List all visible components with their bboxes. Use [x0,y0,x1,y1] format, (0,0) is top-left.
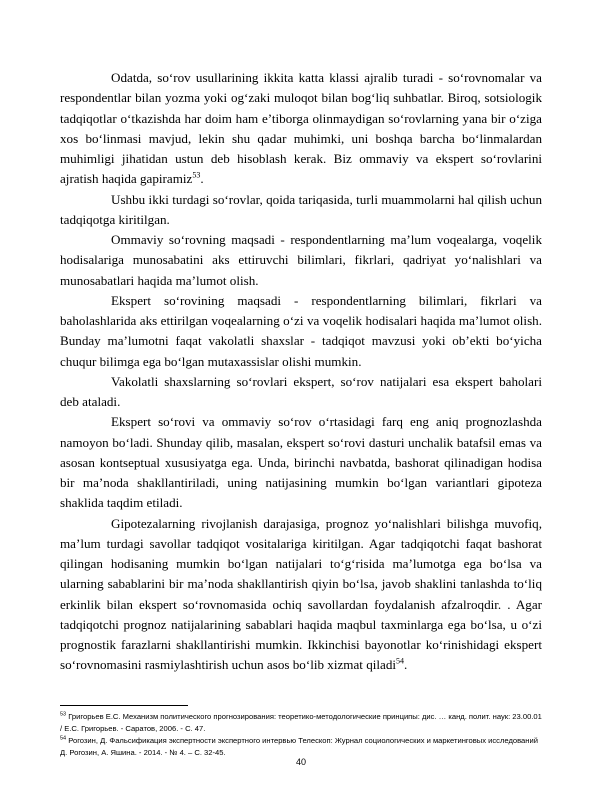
footnotes [60,711,544,759]
paragraph-text: Vakolatli shaxslarning so‘rovlari ekspert, so‘rov natijalari esa ekspert baholari deb ataladi. [60,373,542,409]
paragraph-text: Ushbu ikki turdagi so‘rovlar, qoida tariqasida, turli muammolarni hal qilish uchun tadqiqotga kiritilgan. [60,191,542,227]
paragraph-6 [60,412,542,513]
paragraph-5 [60,372,542,413]
footnote-number: 54 [60,735,67,742]
page-number: 40 [295,757,306,767]
footnote-number: 53 [60,711,67,718]
paragraph-text: Gipotezalarning rivojlanish darajasiga, prognoz yo‘nalishlari bilishga muvofiq, ma’lum turdagi savollar tadqiqot vositalariga kiritilgan. Agar tadqiqotchi faqat bashorat qilingan hodisaning mumkin bo‘lgan natijalari to‘g‘risida ma’lumotga ega bo‘lsa va ularning sabablarini bir ma’noda shakllantirish qiyin bo‘lsa, javob shaklini tanlashda to‘liq erkinlik bilan ekspert so‘rovnomasida ochiq savollardan foydalanish afzalroqdir. . Agar tadqiqotchi prognoz natijalarining sabablari haqida maqbul taxminlarga ega bo‘lsa, u o‘zi prognostik farazlarni shakllantirishi mumkin. Ikkinchisi bayonotlar ko‘rinishidagi ekspert so‘rovnomasini rasmiylashtirish uchun asos bo‘lib xizmat qiladi [60,515,542,673]
paragraph-4 [60,291,542,372]
paragraph-text: Ommaviy so‘rovning maqsadi - respondentlarning ma’lum voqealarga, voqelik hodisalariga munosabatini aks ettiruvchi bilimlari, fikrlari, qadriyat yo‘nalishlari va munosabatlari haqida ma’lumot olish. [60,232,542,288]
footnote-ref-54[interactable]: 54 [396,656,405,666]
paragraph-3 [60,230,542,291]
footnote-54 [60,735,544,759]
body-text [60,68,542,676]
footnote-text: Григорьев Е.С. Механизм политического прогнозирования: теоретико-методологические принципы: дис. … канд. полит. наук: 23.00.01 / Е.С. Григорьев. - Саратов, 2006. - С. 47. [60,712,542,733]
paragraph-1 [60,68,542,190]
paragraph-text: Ekspert so‘rovi va ommaviy so‘rov o‘rtasidagi farq eng aniq prognozlashda namoyon bo‘ladi. Shunday qilib, masalan, ekspert so‘rovi dasturi unchalik batafsil emas va asosan kontseptual xususiyatga ega. Unda, birinchi navbatda, bashorat qilinadigan hodisa bir ma’noda shakllantiriladi, uning natijasining mumkin bo‘lgan variantlari gipoteza shaklida taqdim etiladi. [60,414,542,511]
paragraph-tail: . [200,171,204,187]
paragraph-tail: . [404,657,408,673]
paragraph-text: Ekspert so‘rovining maqsadi - respondentlarning bilimlari, fikrlari va baholashlarida aks ettirilgan voqealarning o‘zi va voqelik hodisalari haqida ma’lumot olish. Bunday ma’lumotni faqat vakolatli shaxslar - tadqiqot mavzusi yoki ob’ekti bo‘yicha chuqur bilimga ega bo‘lgan mutaxassislar olishi mumkin. [60,292,542,369]
footnote-separator [60,705,188,706]
paragraph-2 [60,190,542,231]
footnote-ref-53[interactable]: 53 [192,170,201,180]
footnote-53 [60,711,544,735]
paragraph-text: Odatda, so‘rov usullarining ikkita katta klassi ajralib turadi - so‘rovnomalar va respondentlar bilan yozma yoki og‘zaki muloqot bilan bog‘liq suhbatlar. Biroq, sotsiologik tadqiqotlar o‘tkazishda har doim ham e’tiborga olinmaydigan so‘rovlarning yana bir o‘ziga xos bo‘linmasi mavjud, lekin shu qadar muhimki, uni boshqa barcha bo‘linmalardan muhimligi jihatidan ustun deb hisoblash kerak. Biz ommaviy va ekspert so‘rovlarini ajratish haqida gapiramiz [60,70,542,187]
paragraph-7 [60,514,542,676]
footnote-text: Рогозин, Д. Фальсификация экспертности экспертного интервью Телескоп: Журнал социологических и маркетинговых исследований Д. Рогозин, А. Яшина. - 2014. - № 4. – С. 32-45. [60,736,538,757]
